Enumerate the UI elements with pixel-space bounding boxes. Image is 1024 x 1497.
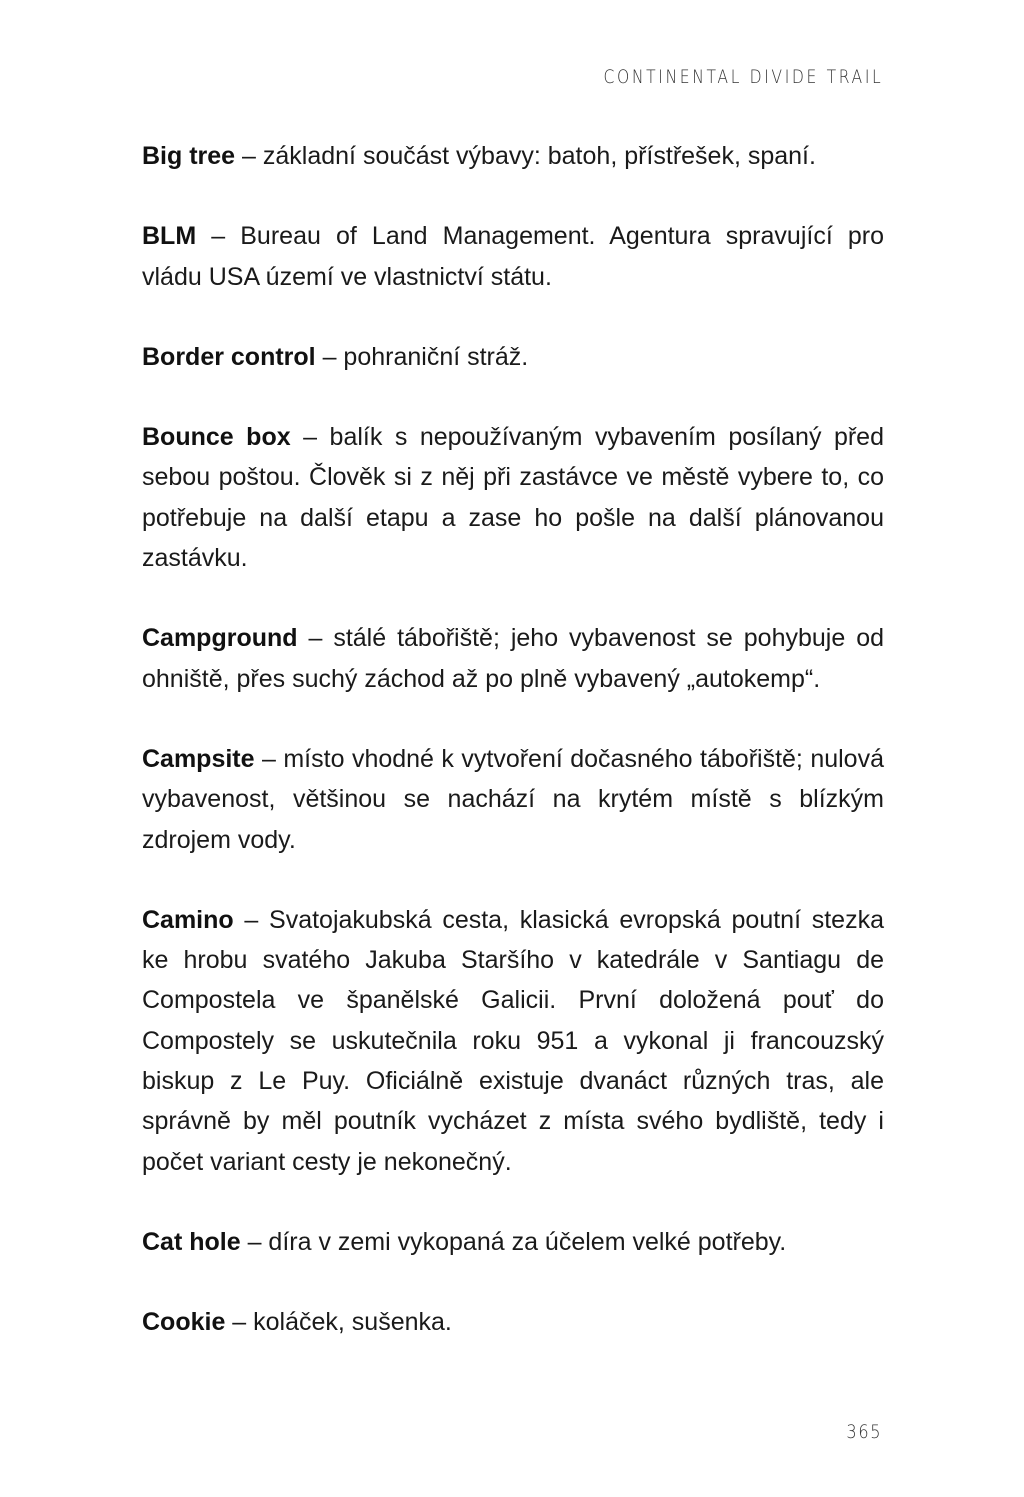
glossary-term: Campground	[142, 624, 298, 653]
glossary-term: Border control	[142, 342, 316, 371]
glossary-definition: – koláček, sušenka.	[225, 1308, 452, 1337]
glossary-term: Cookie	[142, 1308, 226, 1337]
glossary-entry-bounce-box	[142, 417, 884, 578]
glossary-definition: – stálé tábořiště; jeho vybavenost se pohybuje od ohniště, přes suchý záchod až po plně vybavený „autokemp“.	[142, 624, 884, 693]
glossary-definition: – Bureau of Land Management. Agentura spravující pro vládu USA území ve vlastnictví státu.	[142, 222, 884, 291]
glossary-entry-cookie	[142, 1302, 884, 1342]
glossary-definition: – Svatojakubská cesta, klasická evropská poutní stezka ke hrobu svatého Jakuba Staršího v katedrále v Santiagu de Compostela ve španělské Galicii. První doložená pouť do Compostely se uskutečnila roku 951 a vykonal ji francouzský biskup z Le Puy. Oficiálně existuje dvanáct různých tras, ale správně by měl poutník vycházet z místa svého bydliště, tedy i počet variant cesty je nekonečný.	[142, 905, 884, 1176]
glossary-definition: – díra v zemi vykopaná za účelem velké potřeby.	[240, 1227, 787, 1256]
glossary-entry-big-tree	[142, 136, 884, 176]
glossary-term: Cat hole	[142, 1227, 241, 1256]
glossary-definition: – pohraniční stráž.	[315, 342, 529, 371]
glossary-term: BLM	[142, 222, 197, 251]
glossary-definition: – místo vhodné k vytvoření dočasného tábořiště; nulová vybavenost, většinou se nachází na krytém místě s blízkým zdrojem vody.	[142, 744, 884, 854]
glossary-entry-cat-hole	[142, 1222, 884, 1262]
page-number: 365	[846, 1421, 882, 1443]
glossary-term: Camino	[142, 905, 234, 934]
glossary-entry-campsite	[142, 739, 884, 860]
glossary-term: Campsite	[142, 744, 255, 773]
glossary-entry-blm	[142, 216, 884, 297]
running-head: CONTINENTAL DIVIDE TRAIL	[603, 66, 883, 88]
glossary-definition: – základní součást výbavy: batoh, přístřešek, spaní.	[235, 142, 816, 170]
glossary-entries	[142, 136, 884, 1383]
glossary-entry-campground	[142, 618, 884, 699]
glossary-entry-camino	[142, 900, 884, 1182]
glossary-term: Bounce box	[142, 423, 291, 452]
glossary-term: Big tree	[142, 142, 236, 170]
glossary-entry-border-control	[142, 337, 884, 377]
glossary-definition: – balík s nepoužívaným vybavením posílaný před sebou poštou. Člověk si z něj při zastávce ve městě vybere to, co potřebuje na další etapu a zase ho pošle na další plánovanou zastávku.	[142, 423, 884, 573]
